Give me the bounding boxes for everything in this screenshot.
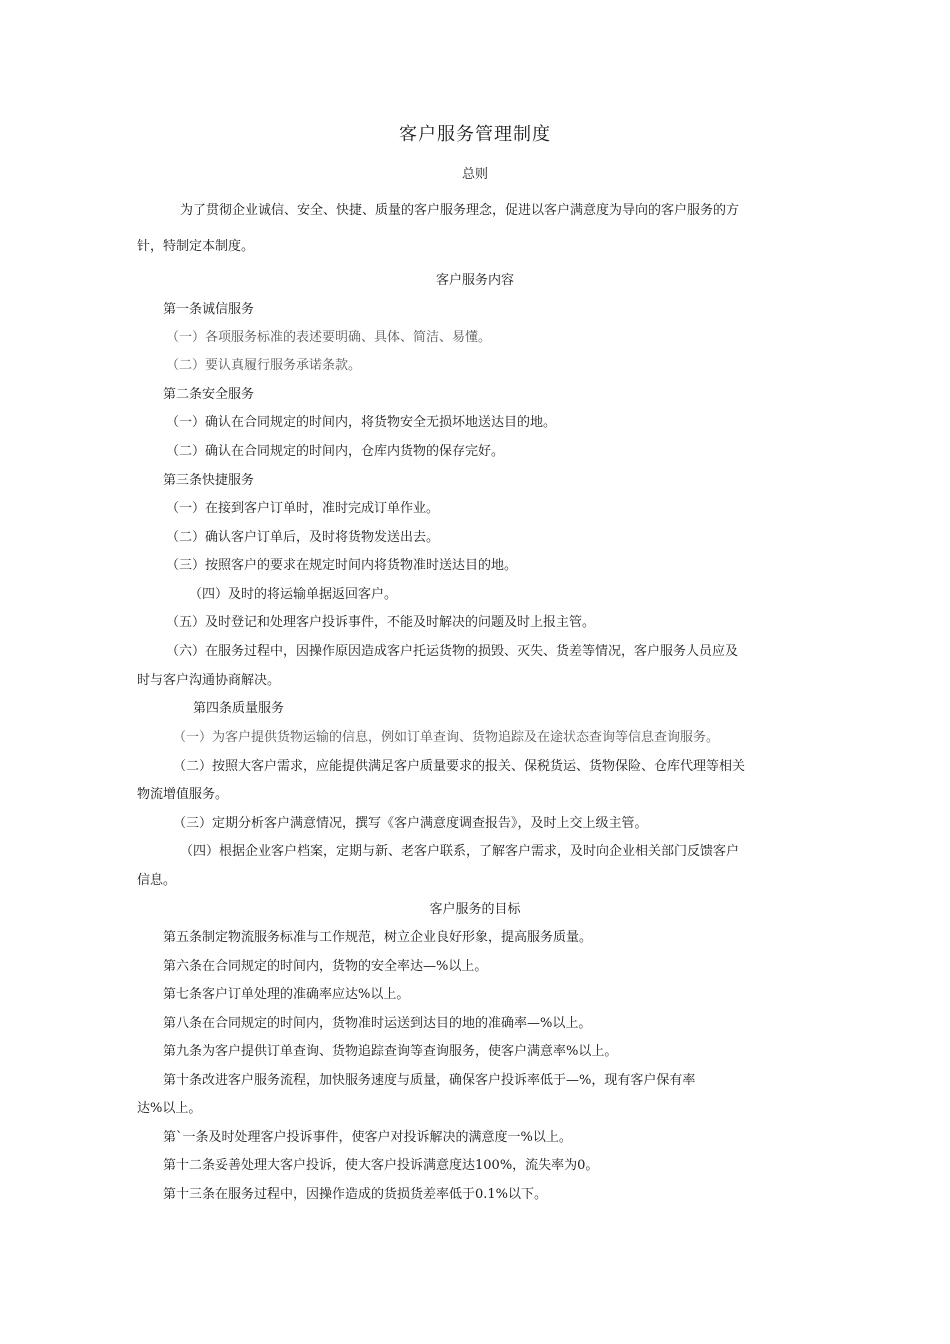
general-paragraph-line-1: 为了贯彻企业诚信、安全、快捷、质量的客户服务理念，促进以客户满意度为导向的客户服务的方 (180, 203, 740, 218)
section-heading-goals: 客户服务的目标 (429, 902, 521, 917)
article-4-item-2-line-1: （二）按照大客户需求，应能提供满足客户质量要求的报关、保税货运、货物保险、仓库代理等相关 (173, 759, 746, 774)
article-4-item-2-line-2: 物流增值服务。 (137, 787, 229, 802)
article-4-item-4-line-2: 信息。 (137, 873, 177, 888)
article-2-item-1: （一）确认在合同规定的时间内，将货物安全无损坏地送达目的地。 (166, 415, 557, 430)
article-3-item-3: （三）按照客户的要求在规定时间内将货物准时送达目的地。 (166, 558, 518, 573)
section-heading-general: 总则 (461, 167, 489, 182)
article-4-item-1: （一）为客户提供货物运输的信息，例如订单查询、货物追踪及在途状态查询等信息查询服务。 (173, 730, 720, 745)
article-13: 第十三条在服务过程中，因操作造成的货损货差率低于0.1%以下。 (163, 1187, 548, 1202)
article-11: 第`一条及时处理客户投诉事件，使客户对投诉解决的满意度一%以上。 (163, 1130, 572, 1145)
article-8: 第八条在合同规定的时间内，货物准时运送到达目的地的准确率—%以上。 (163, 1016, 592, 1031)
article-4-title: 第四条质量服务 (193, 701, 285, 716)
article-2-title: 第二条安全服务 (163, 387, 255, 402)
article-3-item-6-line-1: （六）在服务过程中，因操作原因造成客户托运货物的损毁、灭失、货差等情况，客户服务人员应及 (166, 644, 739, 659)
article-10-line-2: 达%以上。 (137, 1101, 202, 1116)
article-3-item-1: （一）在接到客户订单时，准时完成订单作业。 (166, 501, 440, 516)
article-4-item-3: （三）定期分析客户满意情况，撰写《客户满意度调查报告》，及时上交上级主管。 (173, 816, 648, 831)
article-5: 第五条制定物流服务标准与工作规范，树立企业良好形象，提高服务质量。 (163, 930, 593, 945)
article-3-item-6-line-2: 时与客户沟通协商解决。 (137, 673, 281, 688)
article-3-title: 第三条快捷服务 (163, 473, 255, 488)
article-12: 第十二条妥善处理大客户投诉，使大客户投诉满意度达100%，流失率为0。 (163, 1158, 599, 1173)
article-6: 第六条在合同规定的时间内，货物的安全率达—%以上。 (163, 959, 488, 974)
article-1-title: 第一条诚信服务 (163, 302, 255, 317)
article-9: 第九条为客户提供订单查询、货物追踪查询等查询服务，使客户满意率%以上。 (163, 1044, 618, 1059)
article-4-item-4-line-1: （四）根据企业客户档案，定期与新、老客户联系，了解客户需求，及时向企业相关部门反馈客户 (180, 844, 740, 859)
article-7: 第七条客户订单处理的准确率应达%以上。 (163, 987, 410, 1002)
article-10-line-1: 第十条改进客户服务流程，加快服务速度与质量，确保客户投诉率低于—%，现有客户保有率 (163, 1073, 696, 1088)
article-2-item-2: （二）确认在合同规定的时间内，仓库内货物的保存完好。 (166, 444, 505, 459)
article-1-item-2: （二）要认真履行服务承诺条款。 (166, 358, 362, 373)
section-heading-content: 客户服务内容 (435, 273, 515, 288)
general-paragraph-line-2: 针，特制定本制度。 (137, 239, 255, 254)
document-title: 客户服务管理制度 (399, 124, 551, 145)
article-1-item-1: （一）各项服务标准的表述要明确、具体、简洁、易懂。 (166, 330, 492, 345)
article-3-item-5: （五）及时登记和处理客户投诉事件，不能及时解决的问题及时上报主管。 (166, 615, 596, 630)
article-3-item-4: （四）及时的将运输单据返回客户。 (189, 587, 398, 602)
article-3-item-2: （二）确认客户订单后，及时将货物发送出去。 (166, 530, 440, 545)
